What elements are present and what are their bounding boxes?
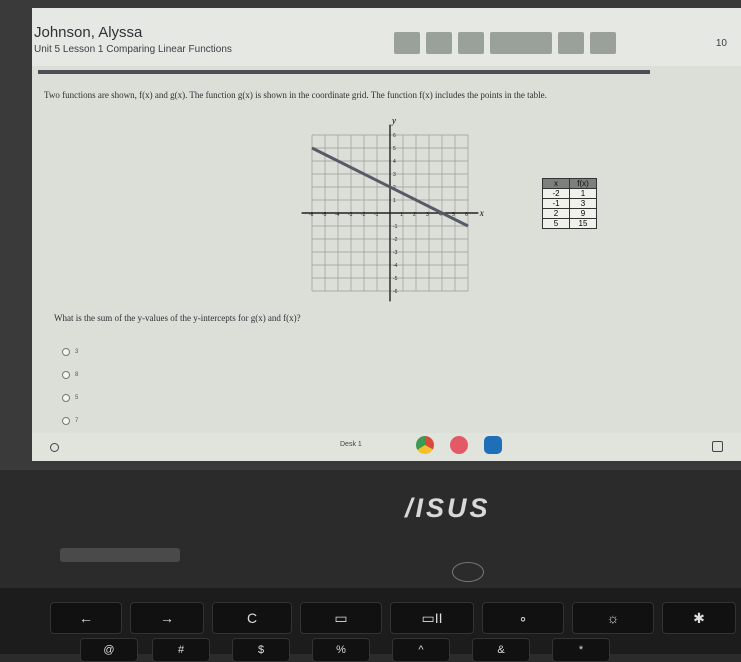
x-tick-label: -3 bbox=[348, 212, 353, 218]
table-cell: 3 bbox=[570, 199, 597, 209]
overview-key[interactable]: ▭II bbox=[390, 602, 474, 634]
photos-icon[interactable] bbox=[450, 436, 468, 454]
x-tick-label: 4 bbox=[439, 212, 442, 218]
key-dollar[interactable]: $ bbox=[232, 638, 290, 662]
table-cell: -2 bbox=[543, 189, 570, 199]
key-at[interactable]: @ bbox=[80, 638, 138, 662]
answer-option[interactable] bbox=[62, 363, 78, 386]
y-axis-label: y bbox=[392, 115, 396, 126]
table-cell: 2 bbox=[543, 209, 570, 219]
back-key[interactable]: ← bbox=[50, 602, 122, 634]
question-prompt: Two functions are shown, f(x) and g(x). The function g(x) is shown in the coordinate grid. The function f(x) includes the points in the table. bbox=[44, 90, 547, 100]
x-tick-label: 5 bbox=[452, 212, 455, 218]
y-tick-label: -2 bbox=[393, 237, 398, 243]
camera-icon[interactable] bbox=[484, 436, 502, 454]
function-f-table bbox=[542, 178, 597, 229]
chrome-icon[interactable] bbox=[416, 436, 434, 454]
x-tick-label: 1 bbox=[400, 212, 403, 218]
x-tick-label: -2 bbox=[361, 212, 366, 218]
table-header-x: x bbox=[543, 179, 570, 189]
refresh-key[interactable]: C bbox=[212, 602, 292, 634]
radio-button[interactable] bbox=[62, 371, 70, 379]
y-tick-label: 5 bbox=[393, 146, 396, 152]
question-navigation[interactable] bbox=[394, 32, 616, 54]
nav-tile[interactable] bbox=[458, 32, 484, 54]
answer-option[interactable] bbox=[62, 409, 78, 432]
x-tick-label: 6 bbox=[465, 212, 468, 218]
x-tick-label: -4 bbox=[335, 212, 340, 218]
table-row bbox=[543, 189, 597, 199]
chassis-vent bbox=[60, 548, 180, 562]
answer-option[interactable] bbox=[62, 340, 78, 363]
key-percent[interactable]: % bbox=[312, 638, 370, 662]
nav-tile[interactable] bbox=[426, 32, 452, 54]
brightness-up-key[interactable]: ☼ bbox=[572, 602, 654, 634]
y-tick-label: 1 bbox=[393, 198, 396, 204]
table-cell: 9 bbox=[570, 209, 597, 219]
nav-tile[interactable] bbox=[558, 32, 584, 54]
brand-logo: /ISUS bbox=[405, 493, 491, 523]
question-text: What is the sum of the y-values of the y-intercepts for g(x) and f(x)? bbox=[54, 313, 301, 323]
table-cell: 1 bbox=[570, 189, 597, 199]
answer-option[interactable] bbox=[62, 386, 78, 409]
table-row bbox=[543, 209, 597, 219]
table-cell: 15 bbox=[570, 219, 597, 229]
key-caret[interactable]: ^ bbox=[392, 638, 450, 662]
keyboard bbox=[0, 588, 741, 654]
table-cell: 5 bbox=[543, 219, 570, 229]
y-tick-label: -5 bbox=[393, 276, 398, 282]
table-row bbox=[543, 199, 597, 209]
os-shelf bbox=[32, 433, 741, 461]
radio-button[interactable] bbox=[62, 348, 70, 356]
key-ampersand[interactable]: & bbox=[472, 638, 530, 662]
table-cell: -1 bbox=[543, 199, 570, 209]
y-tick-label: -1 bbox=[393, 224, 398, 230]
answer-label: 5 bbox=[75, 394, 79, 401]
fullscreen-key[interactable]: ▭ bbox=[300, 602, 382, 634]
answer-label: 3 bbox=[75, 348, 79, 355]
x-tick-label: -5 bbox=[322, 212, 327, 218]
mute-key[interactable]: ✱ bbox=[662, 602, 736, 634]
x-tick-label: -6 bbox=[309, 212, 314, 218]
nav-tile[interactable] bbox=[490, 32, 552, 54]
nav-tile[interactable] bbox=[590, 32, 616, 54]
y-tick-label: -3 bbox=[393, 250, 398, 256]
y-tick-label: -6 bbox=[393, 289, 398, 295]
lesson-title: Unit 5 Lesson 1 Comparing Linear Functions bbox=[34, 44, 232, 55]
radio-button[interactable] bbox=[62, 394, 70, 402]
key-hash[interactable]: # bbox=[152, 638, 210, 662]
assessment-header bbox=[32, 8, 741, 66]
answer-label: 7 bbox=[75, 417, 79, 424]
tray-icon[interactable] bbox=[712, 441, 723, 452]
question-number: 10 bbox=[715, 38, 727, 49]
progress-bar bbox=[38, 70, 650, 74]
x-tick-label: 2 bbox=[413, 212, 416, 218]
y-tick-label: 4 bbox=[393, 159, 396, 165]
table-header-fx: f(x) bbox=[570, 179, 597, 189]
power-indicator bbox=[452, 562, 484, 582]
y-tick-label: 3 bbox=[393, 172, 396, 178]
x-axis-label: x bbox=[479, 208, 484, 218]
coordinate-grid bbox=[290, 113, 490, 313]
x-tick-label: 3 bbox=[426, 212, 429, 218]
screen bbox=[32, 8, 741, 461]
desk-label[interactable]: Desk 1 bbox=[340, 441, 362, 448]
x-tick-label: -1 bbox=[374, 212, 379, 218]
y-tick-label: -4 bbox=[393, 263, 398, 269]
brightness-down-key[interactable]: ∘ bbox=[482, 602, 564, 634]
y-tick-label: 6 bbox=[393, 133, 396, 139]
forward-key[interactable]: → bbox=[130, 602, 204, 634]
table-row bbox=[543, 219, 597, 229]
nav-tile[interactable] bbox=[394, 32, 420, 54]
launcher-icon[interactable] bbox=[50, 443, 59, 452]
answer-choices bbox=[62, 340, 78, 432]
answer-label: 8 bbox=[75, 371, 79, 378]
student-name: Johnson, Alyssa bbox=[34, 24, 143, 41]
radio-button[interactable] bbox=[62, 417, 70, 425]
key-asterisk[interactable]: * bbox=[552, 638, 610, 662]
